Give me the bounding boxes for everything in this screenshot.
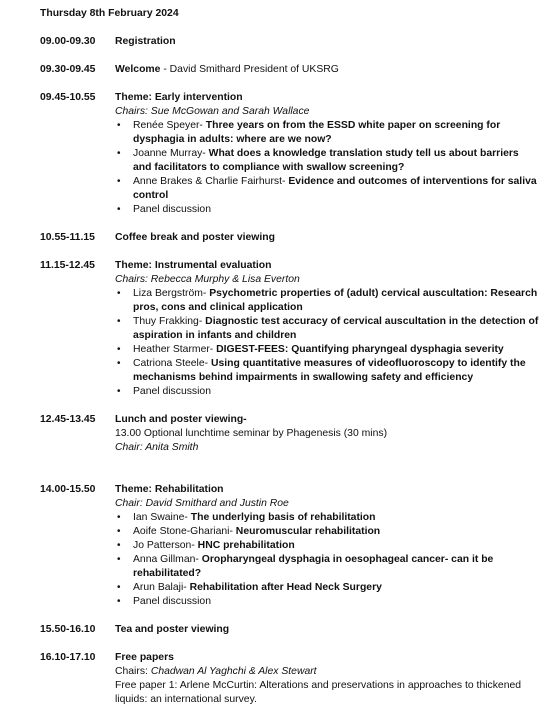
speaker-name: Anne Brakes & Charlie Fairhurst-	[133, 176, 286, 187]
session-title: Theme: Early intervention	[115, 92, 243, 103]
speaker-name: Jo Patterson-	[133, 540, 195, 551]
talk-item	[115, 525, 540, 539]
session-title: Coffee break and poster viewing	[115, 232, 275, 243]
session-time: 12.45-13.45	[40, 414, 96, 425]
speaker-name: Joanne Murray-	[133, 148, 206, 159]
talk-title: What does a knowledge translation study tell us about barriers and facilitators to compliance with swallow screening?	[133, 148, 519, 173]
session-chairs: Chairs: Sue McGowan and Sarah Wallace	[115, 106, 310, 117]
speaker-name: Catriona Steele-	[133, 358, 209, 369]
talk-item	[115, 511, 540, 525]
speaker-name: Liza Bergström-	[133, 288, 207, 299]
talk-title: Psychometric properties of (adult) cervical auscultation: Research pros, cons and clinical application	[133, 288, 538, 313]
talk-item	[115, 385, 540, 399]
talk-item	[115, 119, 540, 147]
seminar-line: 13.00 Optional lunchtime seminar by Phagenesis (30 mins)	[115, 428, 388, 439]
session-coffee-break	[40, 231, 540, 245]
talk-title: Three years on from the ESSD white paper on screening for dysphagia in adults: where are we now?	[133, 120, 501, 145]
session-title: Registration	[115, 36, 176, 47]
programme-page	[40, 7, 540, 721]
session-chair: Chair: Anita Smith	[115, 442, 199, 453]
session-early-intervention	[40, 91, 540, 217]
talk-list	[115, 287, 540, 399]
session-time: 09.30-09.45	[40, 64, 96, 75]
session-chairs: Chair: David Smithard and Justin Roe	[115, 498, 289, 509]
speaker-name: Panel discussion	[133, 596, 211, 607]
speaker-name: Aoife Stone-Ghariani-	[133, 526, 233, 537]
session-chairs: Chairs: Rebecca Murphy & Lisa Everton	[115, 274, 300, 285]
talk-item	[115, 553, 540, 581]
talk-title: Rehabilitation after Head Neck Surgery	[186, 582, 382, 593]
session-time: 16.10-17.10	[40, 652, 96, 663]
talk-item	[115, 595, 540, 609]
speaker-name: Panel discussion	[133, 386, 211, 397]
talk-item	[115, 287, 540, 315]
speaker-name: Ian Swaine-	[133, 512, 188, 523]
talk-item	[115, 175, 540, 203]
session-welcome	[40, 63, 540, 77]
talk-title: The underlying basis of rehabilitation	[187, 512, 376, 523]
session-time: 09.45-10.55	[40, 92, 96, 103]
talk-title: DIGEST-FEES: Quantifying pharyngeal dysphagia severity	[213, 344, 504, 355]
talk-item	[115, 539, 540, 553]
talk-item	[115, 315, 540, 343]
talk-item	[115, 357, 540, 385]
session-title: Free papers	[115, 652, 174, 663]
speaker-name: Heather Starmer-	[133, 344, 214, 355]
session-rehabilitation	[40, 483, 540, 609]
speaker-name: Panel discussion	[133, 204, 211, 215]
session-tea	[40, 623, 540, 637]
session-time: 11.15-12.45	[40, 260, 95, 271]
chairs-names: Chadwan Al Yaghchi & Alex Stewart	[150, 666, 317, 677]
talk-item	[115, 203, 540, 217]
spacer	[40, 455, 540, 483]
session-chairs	[115, 665, 540, 679]
talk-title: Oropharyngeal dysphagia in oesophageal cancer- can it be rehabilitated?	[133, 554, 494, 579]
session-detail: - David Smithard President of UKSRG	[160, 64, 339, 75]
talk-item	[115, 147, 540, 175]
session-time: 14.00-15.50	[40, 484, 96, 495]
talk-list	[115, 119, 540, 217]
session-title: Theme: Rehabilitation	[115, 484, 224, 495]
session-free-papers	[40, 651, 540, 707]
session-title: Tea and poster viewing	[115, 624, 230, 635]
free-paper-1: Free paper 1: Arlene McCurtin: Alterations and preservations in approaches to thickened liquids: an international survey.	[115, 680, 522, 705]
session-title: Lunch and poster viewing-	[115, 414, 247, 425]
talk-list	[115, 511, 540, 609]
session-lunch	[40, 413, 540, 455]
speaker-name: Thuy Frakking-	[133, 316, 203, 327]
session-time: 15.50-16.10	[40, 624, 96, 635]
chairs-prefix: Chairs:	[115, 666, 151, 677]
session-time: 10.55-11.15	[40, 232, 95, 243]
session-title: Theme: Instrumental evaluation	[115, 260, 272, 271]
speaker-name: Anna Gillman-	[133, 554, 199, 565]
talk-title: Using quantitative measures of videofluoroscopy to identify the mechanisms behind impairments in swallowing safety and efficiency	[133, 358, 526, 383]
day-heading: Thursday 8th February 2024	[40, 8, 179, 19]
talk-item	[115, 581, 540, 595]
talk-title: Diagnostic test accuracy of cervical auscultation in the detection of aspiration in infants and children	[133, 316, 539, 341]
session-instrumental-evaluation	[40, 259, 540, 399]
talk-title: Neuromuscular rehabilitation	[232, 526, 381, 537]
speaker-name: Arun Balaji-	[133, 582, 187, 593]
session-registration	[40, 35, 540, 49]
talk-title: Evidence and outcomes of interventions for saliva control	[133, 176, 537, 201]
session-title-line	[115, 63, 540, 77]
session-time: 09.00-09.30	[40, 36, 96, 47]
speaker-name: Renée Speyer-	[133, 120, 203, 131]
talk-item	[115, 343, 540, 357]
talk-title: HNC prehabilitation	[194, 540, 295, 551]
session-title: Welcome	[115, 64, 161, 75]
